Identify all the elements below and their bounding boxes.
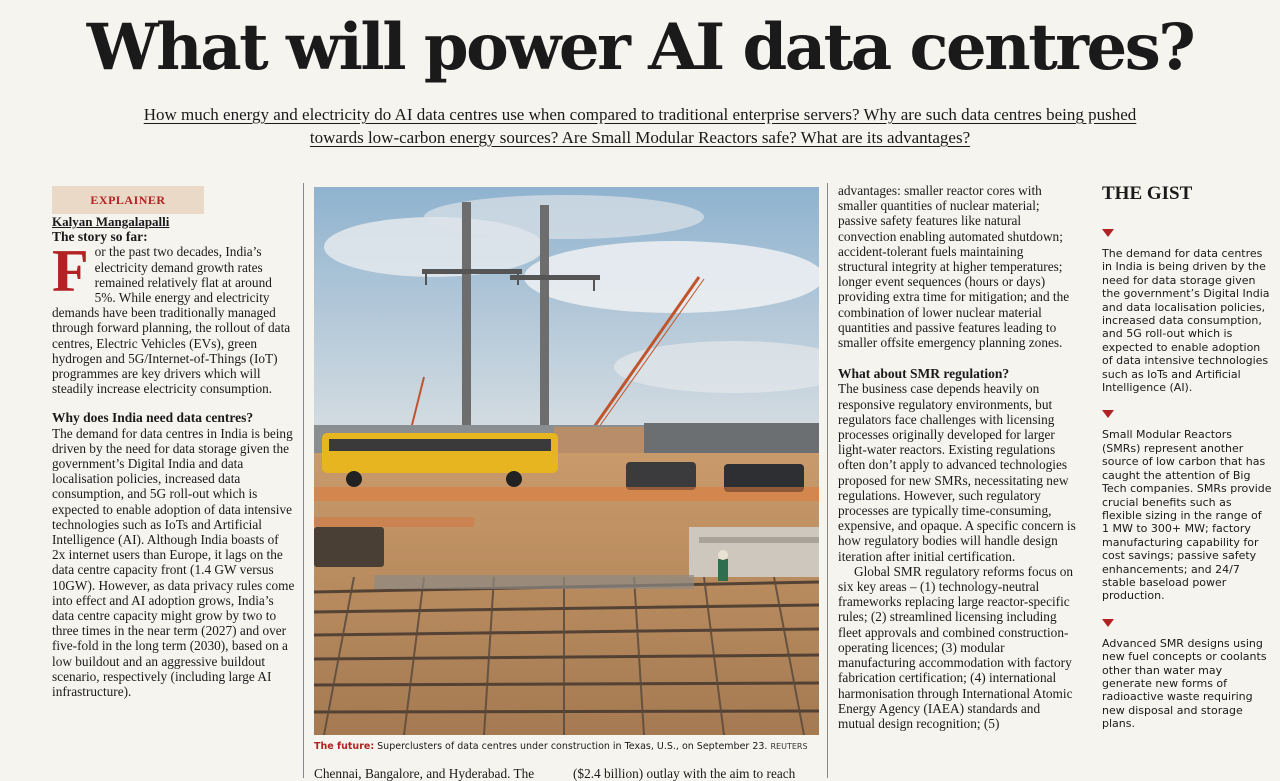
- column-1: [52, 186, 295, 699]
- smr-advantages-text: advantages: smaller reactor cores with smaller quantities of nuclear material; passive safety features like natural convection enabling automated shutdown; accident-tolerant fuels maintaining structural integrity at higher temperatures; longer event sequences (hours or days) providing extra time for mitigation; and the combination of lower nuclear material quantities and passive features leading to smaller offsite emergency planning zones.: [838, 183, 1070, 351]
- triangle-bullet-icon: [1102, 229, 1114, 237]
- story-heading: The story so far:: [52, 229, 148, 245]
- gist-sidebar: [1102, 183, 1272, 747]
- gist-item: Advanced SMR designs using new fuel concepts or coolants other than water may generate new forms of radioactive waste requiring new disposal and storage plans.: [1102, 636, 1267, 731]
- story-body: [52, 238, 295, 397]
- column-divider: [303, 183, 304, 778]
- column-divider: [827, 183, 828, 778]
- column-3: [838, 183, 1076, 731]
- story-body-text: or the past two decades, India’s electricity demand growth rates remained relatively flat at around 5%. While energy and electricity demands have been traditionally managed through forward planning, the rollout of data centres, Electric Vehicles (EVs), green hydrogen and 5G/Internet-of-Things (IoT) programmes are key drivers which will steadily increase electricity consumption.: [52, 244, 291, 397]
- continued-text-col2: Chennai, Bangalore, and Hyderabad. The: [314, 766, 535, 781]
- section-heading-smr-regulation: What about SMR regulation?: [838, 366, 1010, 382]
- smr-regulation-body: The business case depends heavily on responsive regulatory environments, but regulators face challenges with licensing processes originally developed for larger light-water reactors. Existing regulations often don’t apply to advanced technologies proposed for new SMRs, necessitating new regulations. However, such regulatory processes are typically time-consuming, expensive, and opaque. A specific concern is how regulatory bodies will handle design iteration after initial certification.: [838, 381, 1076, 564]
- section-heading-data-centres: Why does India need data centres?: [52, 410, 254, 426]
- byline[interactable]: Kalyan Mangalapalli: [52, 214, 170, 229]
- photo-credit: REUTERS: [770, 742, 808, 751]
- explainer-tag: EXPLAINER: [52, 186, 204, 214]
- section-body-data-centres: The demand for data centres in India is being driven by the need for data storage given the government’s Digital India and data localisation policies, increased data consumption, and 5G roll-out which is expected to enable adoption of data intensive technologies such as IoTs and Artificial Intelligence (AI). Although India boasts of 2x internet users than Europe, it lags on the data centre capacity front (1.4 GW versus 10GW). However, as data privacy rules come into effect and AI adoption grows, India’s data centre capacity might grow by two to three times in the near term (2027) and over five-fold in the long term (2030), based on a low buildout and an aggressive buildout scenario, respectively (including large AI infrastructure).: [52, 425, 295, 700]
- gist-item: The demand for data centres in India is being driven by the need for data storage given the government’s Digital India and data localisation policies, increased data consumption, and 5G roll-out which is expected to enable adoption of data intensive technologies such as IoTs and Artificial Intelligence (AI).: [1102, 247, 1270, 395]
- deck-line-1: How much energy and electricity do AI data centres use when compared to traditional enterprise servers? Why are such data centres being pushed: [143, 105, 1137, 124]
- deck-line-2: towards low-carbon energy sources? Are Small Modular Reactors safe? What are its advantages?: [309, 128, 971, 147]
- caption-label: The future:: [314, 741, 375, 752]
- photo-caption: [314, 741, 819, 753]
- construction-photo-illustration: [314, 187, 819, 735]
- deck: [100, 103, 1180, 149]
- smr-reforms-body: Global SMR regulatory reforms focus on six key areas – (1) technology-neutral frameworks replacing large reactor-specific rules; (2) streamlined licensing including fleet approvals and combined construction-operating licences; (3) modular manufacturing accommodation with factory fabrication certification; (4) international harmonisation through International Atomic Energy Agency (IAEA) standards and mutual design recognition; (5): [838, 563, 1073, 731]
- caption-text: Superclusters of data centres under construction in Texas, U.S., on September 23.: [377, 741, 768, 752]
- gist-title: THE GIST: [1102, 183, 1193, 204]
- triangle-bullet-icon: [1102, 410, 1114, 418]
- gist-item: Small Modular Reactors (SMRs) represent another source of low carbon that has caught the attention of Big Tech companies. SMRs provide crucial benefits such as flexible sizing in the range of 1 MW to 300+ MW; factory manufacturing capability for cost savings; passive safety enhancements; and 24/7 stable baseload power production.: [1102, 428, 1272, 603]
- triangle-bullet-icon: [1102, 619, 1114, 627]
- continued-text-col3: ($2.4 billion) outlay with the aim to reach: [573, 766, 796, 781]
- construction-photo: [314, 187, 819, 735]
- dropcap: F: [52, 238, 89, 305]
- headline: What will power AI data centres?: [86, 10, 1194, 85]
